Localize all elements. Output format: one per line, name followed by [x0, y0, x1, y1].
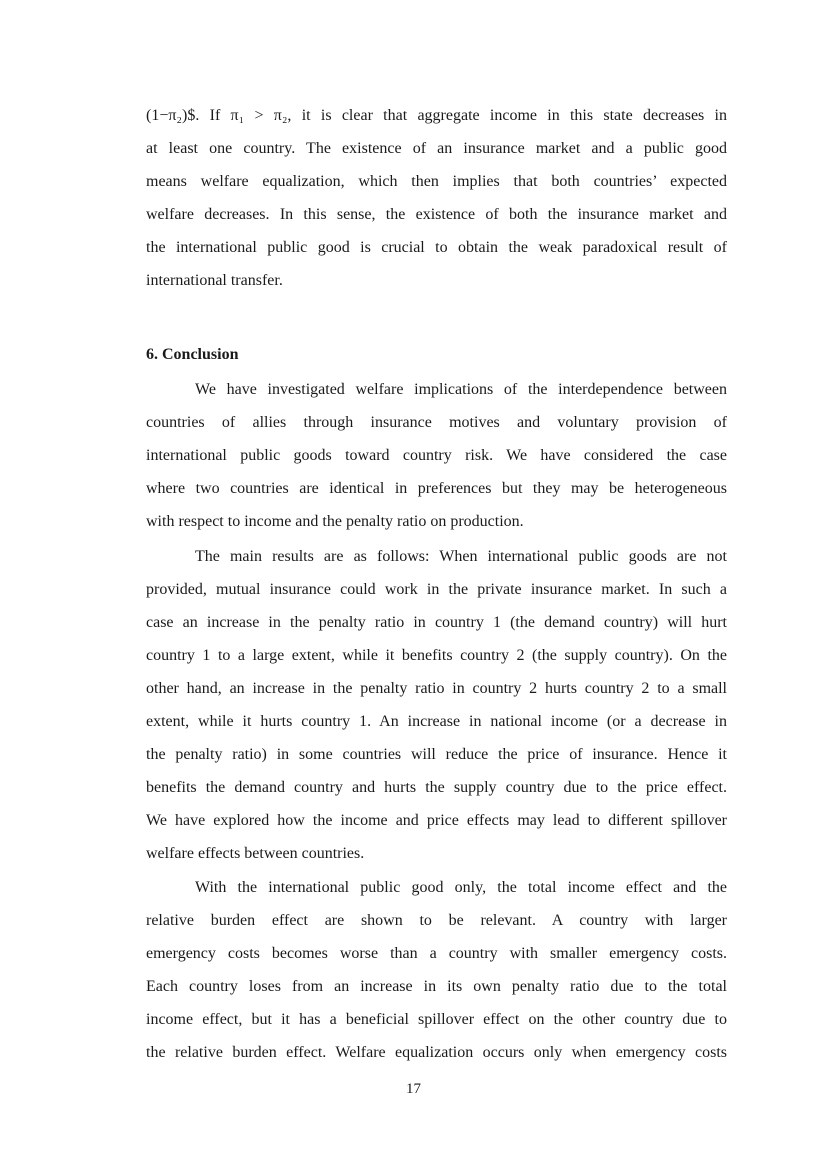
- text-line: means welfare equalization, which then implies that both countries’ expected: [146, 173, 727, 190]
- text-line: where two countries are identical in preferences but they may be heterogeneous: [146, 480, 727, 497]
- text-line: (1−π₂)$. If π₁ > π₂, it is clear that aggregate income in this state decreases in: [146, 107, 727, 124]
- paragraph-1: [146, 373, 727, 538]
- text-line: relative burden effect are shown to be relevant. A country with larger: [146, 912, 727, 929]
- text-line: welfare effects between countries.: [146, 845, 365, 862]
- text-line: the penalty ratio) in some countries will reduce the price of insurance. Hence it: [146, 746, 727, 763]
- text-line: provided, mutual insurance could work in the private insurance market. In such a: [146, 581, 727, 598]
- text-line: We have investigated welfare implications of the interdependence between: [195, 381, 727, 398]
- text-line: countries of allies through insurance motives and voluntary provision of: [146, 414, 727, 431]
- paragraph-3: [146, 871, 727, 1069]
- text-line: The main results are as follows: When international public goods are not: [195, 548, 727, 565]
- text-line: case an increase in the penalty ratio in country 1 (the demand country) will hurt: [146, 614, 727, 631]
- text-line: emergency costs becomes worse than a country with smaller emergency costs.: [146, 945, 727, 962]
- text-line: the relative burden effect. Welfare equalization occurs only when emergency costs: [146, 1044, 727, 1061]
- text-line: We have explored how the income and price effects may lead to different spillover: [146, 812, 727, 829]
- text-line: extent, while it hurts country 1. An increase in national income (or a decrease in: [146, 713, 727, 730]
- paragraph-2: [146, 540, 727, 870]
- text-line: at least one country. The existence of an insurance market and a public good: [146, 140, 727, 157]
- text-line: international transfer.: [146, 272, 283, 289]
- text-line: income effect, but it has a beneficial spillover effect on the other country due to: [146, 1011, 727, 1028]
- text-line: other hand, an increase in the penalty ratio in country 2 hurts country 2 to a small: [146, 680, 727, 697]
- text-line: international public goods toward country risk. We have considered the case: [146, 447, 727, 464]
- text-line: the international public good is crucial to obtain the weak paradoxical result of: [146, 239, 727, 256]
- paragraph-top: [146, 99, 727, 297]
- text-line: benefits the demand country and hurts the supply country due to the price effect.: [146, 779, 727, 796]
- section-heading: 6. Conclusion: [146, 346, 239, 363]
- text-line: country 1 to a large extent, while it benefits country 2 (the supply country). On the: [146, 647, 727, 664]
- text-line: welfare decreases. In this sense, the existence of both the insurance market and: [146, 206, 727, 223]
- text-line: Each country loses from an increase in its own penalty ratio due to the total: [146, 978, 727, 995]
- page-number: 17: [406, 1081, 421, 1097]
- text-line: with respect to income and the penalty ratio on production.: [146, 513, 524, 530]
- text-line: With the international public good only, the total income effect and the: [195, 879, 727, 896]
